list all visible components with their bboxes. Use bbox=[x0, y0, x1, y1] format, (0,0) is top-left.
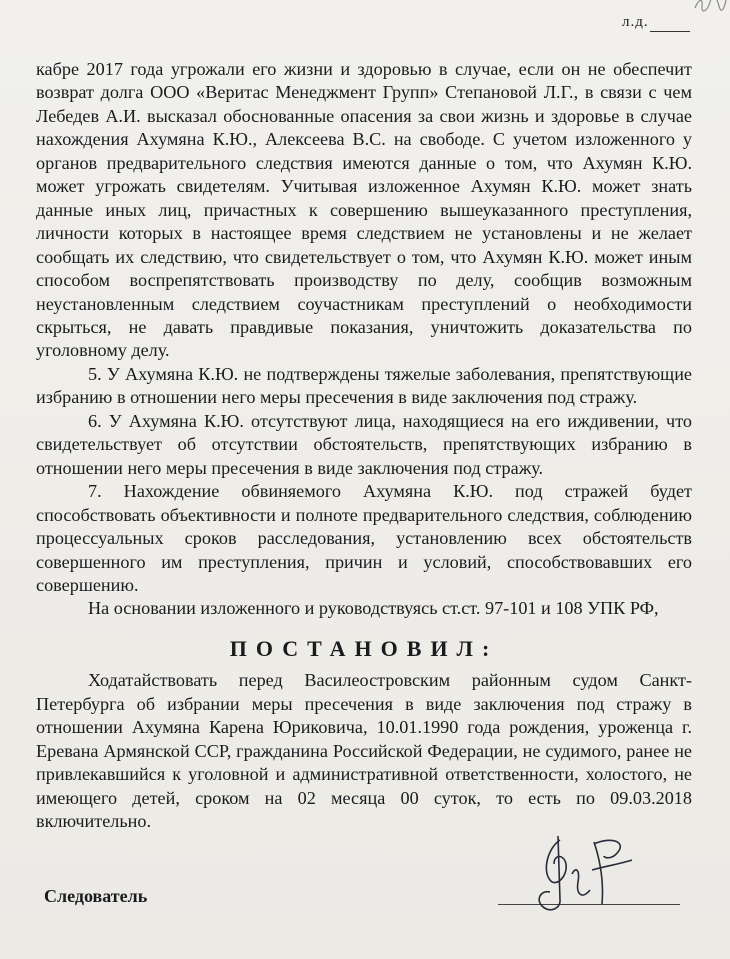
resolution-paragraph: Ходатайствовать перед Василеостровским районным судом Санкт-Петербурга об избрании меры пресечения в виде заключения под стражу в отношении Ахумяна Карена Юриковича, 10.01.1990 года рождения, уроженца г. Еревана Армянской ССР, гражданина Российской Федерации, не судимого, ранее не привлекавшийся к уголовной и административной ответственности, холостого, не имеющего детей, сроком на 02 месяца 00 суток, то есть по 09.03.2018 включительно. bbox=[36, 670, 692, 832]
paragraph-continuation: кабре 2017 года угрожали его жизни и здоровью в случае, если он не обеспечит возврат долга ООО «Веритас Менеджмент Групп» Степановой Л.Г., в связи с чем Лебедев А.И. высказал обоснованные опасения за свои жизнь и здоровье в случае нахождения Ахумяна К.Ю., Алексеева В.С. на свободе. С учетом изложенного у органов предварительного следствия имеются данные о том, что Ахумян К.Ю. может угрожать свидетелям. Учитывая изложенное Ахумян К.Ю. может знать данные иных лиц, причастных к совершению вышеуказанного преступления, личности которых в настоящее время следствием не установлены и не желает сообщать их следствию, что свидетельствует о том, что Ахумян К.Ю. может иным способом воспрепятствовать производству по делу, сообщив возможным неустановленным следствием соучастникам преступлений о необходимости скрыться, не давать правдивые показания, уничтожить доказательства по уголовному делу. bbox=[36, 59, 692, 361]
document-body bbox=[36, 58, 692, 834]
paragraph-item-6: 6. У Ахумяна К.Ю. отсутствуют лица, находящиеся на его иждивении, что свидетельствует об отсутствии обстоятельств, препятствующих избранию в отношении него меры пресечения в виде заключения под стражу. bbox=[36, 410, 692, 478]
case-ref-blank-line bbox=[650, 31, 690, 32]
case-ref-label: л.д. bbox=[622, 14, 649, 30]
handwritten-signature bbox=[520, 830, 650, 918]
paragraph-basis: На основании изложенного и руководствуясь ст.ст. 97-101 и 108 УПК РФ, bbox=[88, 598, 659, 619]
resolution-heading: ПОСТАНОВИЛ: bbox=[229, 635, 499, 661]
signer-label: Следователь bbox=[44, 886, 148, 906]
page-number-scribble bbox=[693, 0, 727, 14]
paragraph-item-5: 5. У Ахумяна К.Ю. не подтверждены тяжелые заболевания, препятствующие избранию в отношении него меры пресечения в виде заключения под стражу. bbox=[36, 363, 692, 408]
paragraph-item-7: 7. Нахождение обвиняемого Ахумяна К.Ю. под стражей будет способствовать объективности и полноте предварительного следствия, соблюдению процессуальных сроков расследования, установлению всех обстоятельств совершенного им преступления, причин и условий, способствовавших его совершению. bbox=[36, 481, 692, 595]
